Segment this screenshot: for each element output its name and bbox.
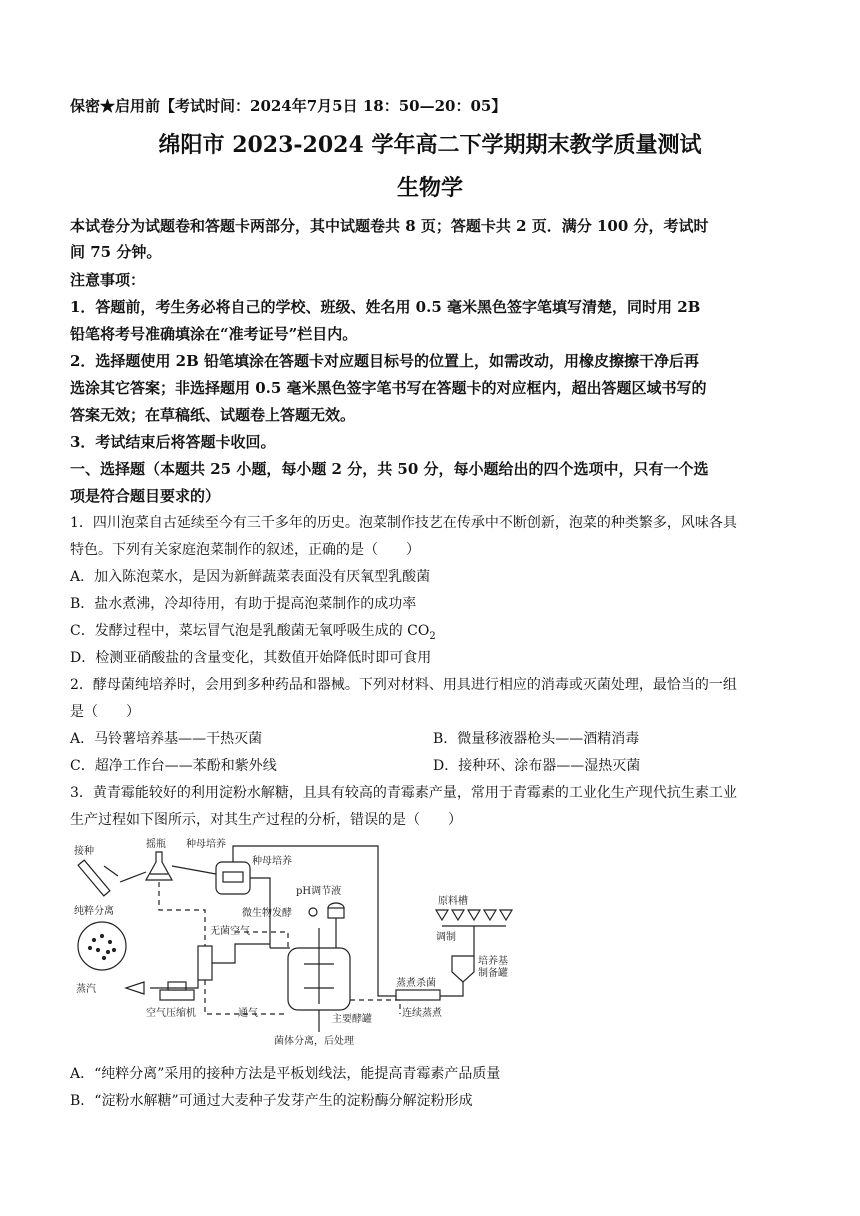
q1-option-c-subscript: 2 xyxy=(429,630,436,642)
q3-stem-b: 生产过程如下图所示，对其生产过程的分析，错误的是（ ） xyxy=(70,812,462,828)
seed-tank-icon xyxy=(216,862,250,894)
fermenter-icon xyxy=(288,928,350,1010)
label-main-tank: 主要酵罐 xyxy=(332,1014,372,1025)
label-ph-solution: pH调节液 xyxy=(296,886,342,897)
label-steam-sterilize: 蒸煮杀菌 xyxy=(396,978,436,989)
q1-option-b: B．盐水煮沸，冷却待用，有助于提高泡菜制作的成功率 xyxy=(70,596,417,612)
label-inoculate: 接种 xyxy=(74,846,94,857)
label-sterile-air: 无菌空气 xyxy=(210,926,250,937)
label-compressor: 空气压缩机 xyxy=(146,1008,196,1019)
notice-2c: 答案无效；在草稿纸、试题卷上答题无效。 xyxy=(70,406,356,424)
label-shake-flask: 摇瓶 xyxy=(146,839,166,850)
label-medium-tank-a: 培养基 xyxy=(478,956,508,967)
intro-line-2: 间 75 分钟。 xyxy=(70,243,162,261)
q2-stem-a: 2．酵母菌纯培养时，会用到多种药品和器械。下列对材料、用具进行相应的消毒或灭菌处理，最恰当的一组 xyxy=(70,677,737,693)
q3-option-a: A．“纯粹分离”采用的接种方法是平板划线法，能提高青霉素产品质量 xyxy=(70,1066,501,1082)
q1-option-c-text: C．发酵过程中，菜坛冒气泡是乳酸菌无氧呼吸生成的 CO xyxy=(70,623,430,639)
q1-option-c xyxy=(70,621,436,647)
q2-option-a: A．马铃薯培养基——干热灭菌 xyxy=(70,731,263,747)
notice-3: 3．考试结束后将答题卡收回。 xyxy=(70,433,276,451)
label-medium-tank-b: 制备罐 xyxy=(478,968,508,979)
label-steam: 蒸汽 xyxy=(76,984,96,995)
label-seed-culture-tank: 种母培养 xyxy=(252,856,292,867)
air-filter-icon xyxy=(198,946,212,980)
subject-title: 生物学 xyxy=(396,175,463,201)
q1-stem-b: 特色。下列有关家庭泡菜制作的叙述，正确的是（ ） xyxy=(70,542,420,558)
raw-material-hoppers-icon xyxy=(436,910,512,926)
q1-stem-a: 1．四川泡菜自古延续至今有三千多年的历史。泡菜制作技艺在传承中不断创新，泡菜的种类繁多，风味各具 xyxy=(70,515,737,531)
exam-title: 绵阳市 2023-2024 学年高二下学期期末教学质量测试 xyxy=(158,132,702,158)
section-heading-b: 项是符合题目要求的） xyxy=(70,487,221,505)
ph-bottle-icon xyxy=(309,903,344,918)
notice-2b: 选涂其它答案；非选择题用 0.5 毫米黑色签字笔书写在答题卡的对应框内，超出答题区域书写的 xyxy=(70,379,707,397)
shake-flask-icon xyxy=(146,852,172,880)
notice-1b: 铅笔将考号准确填涂在“准考证号”栏目内。 xyxy=(70,325,358,343)
label-seed-culture-top: 种母培养 xyxy=(186,839,226,850)
petri-dish-icon xyxy=(78,922,126,970)
inoculation-tube-icon xyxy=(78,860,118,896)
section-heading-a: 一、选择题（本题共 25 小题，每小题 2 分，共 50 分，每小题给出的四个选项中，只有一个选 xyxy=(70,460,709,478)
q1-option-a: A．加入陈泡菜水，是因为新鲜蔬菜表面没有厌氧型乳酸菌 xyxy=(70,569,431,585)
compressor-icon xyxy=(160,982,194,1000)
q2-option-c: C．超净工作台——苯酚和紫外线 xyxy=(70,758,277,774)
q2-stem-b: 是（ ） xyxy=(70,704,140,720)
q3-stem-a: 3．黄青霉能较好的利用淀粉水解糖，且具有较高的青霉素产量，常用于青霉素的工业化生产现代抗生素工业 xyxy=(70,785,737,801)
confidential-line: 保密★启用前【考试时间：2024年7月5日 18：50—20：05】 xyxy=(70,97,507,115)
label-pure-isolation: 纯粹分离 xyxy=(74,906,114,917)
penicillin-process-diagram xyxy=(60,836,540,1056)
q2-option-b: B．微量移液器枪头——酒精消毒 xyxy=(433,731,640,747)
label-fermentation: 微生物发酵 xyxy=(242,908,292,919)
intro-line-1: 本试卷分为试题卷和答题卡两部分，其中试题卷共 8 页；答题卡共 2 页．满分 100 分，考试时 xyxy=(70,217,709,235)
q2-option-d: D．接种环、涂布器——湿热灭菌 xyxy=(433,758,641,774)
label-post-process: 菌体分离，后处理 xyxy=(274,1036,354,1047)
q3-option-b: B．“淀粉水解糖”可通过大麦种子发芽产生的淀粉酶分解淀粉形成 xyxy=(70,1093,473,1109)
notice-1a: 1．答题前，考生务必将自己的学校、班级、姓名用 0.5 毫米黑色签字笔填写清楚，同时用 2B xyxy=(70,298,701,316)
label-aeration: 通气 xyxy=(238,1008,258,1019)
steam-valve-icon xyxy=(126,982,144,994)
medium-tank-icon xyxy=(452,956,474,982)
label-raw-tank: 原料槽 xyxy=(438,896,468,907)
label-prepare: 调制 xyxy=(436,932,456,943)
notice-heading: 注意事项： xyxy=(70,271,146,289)
q1-option-d: D．检测亚硝酸盐的含量变化，其数值开始降低时即可食用 xyxy=(70,650,432,666)
sterilizer-tube-icon xyxy=(396,990,440,1000)
label-continuous-steam: 连续蒸煮 xyxy=(402,1008,442,1019)
notice-2a: 2．选择题使用 2B 铅笔填涂在答题卡对应题目标号的位置上，如需改动，用橡皮擦擦干净后再 xyxy=(70,352,700,370)
